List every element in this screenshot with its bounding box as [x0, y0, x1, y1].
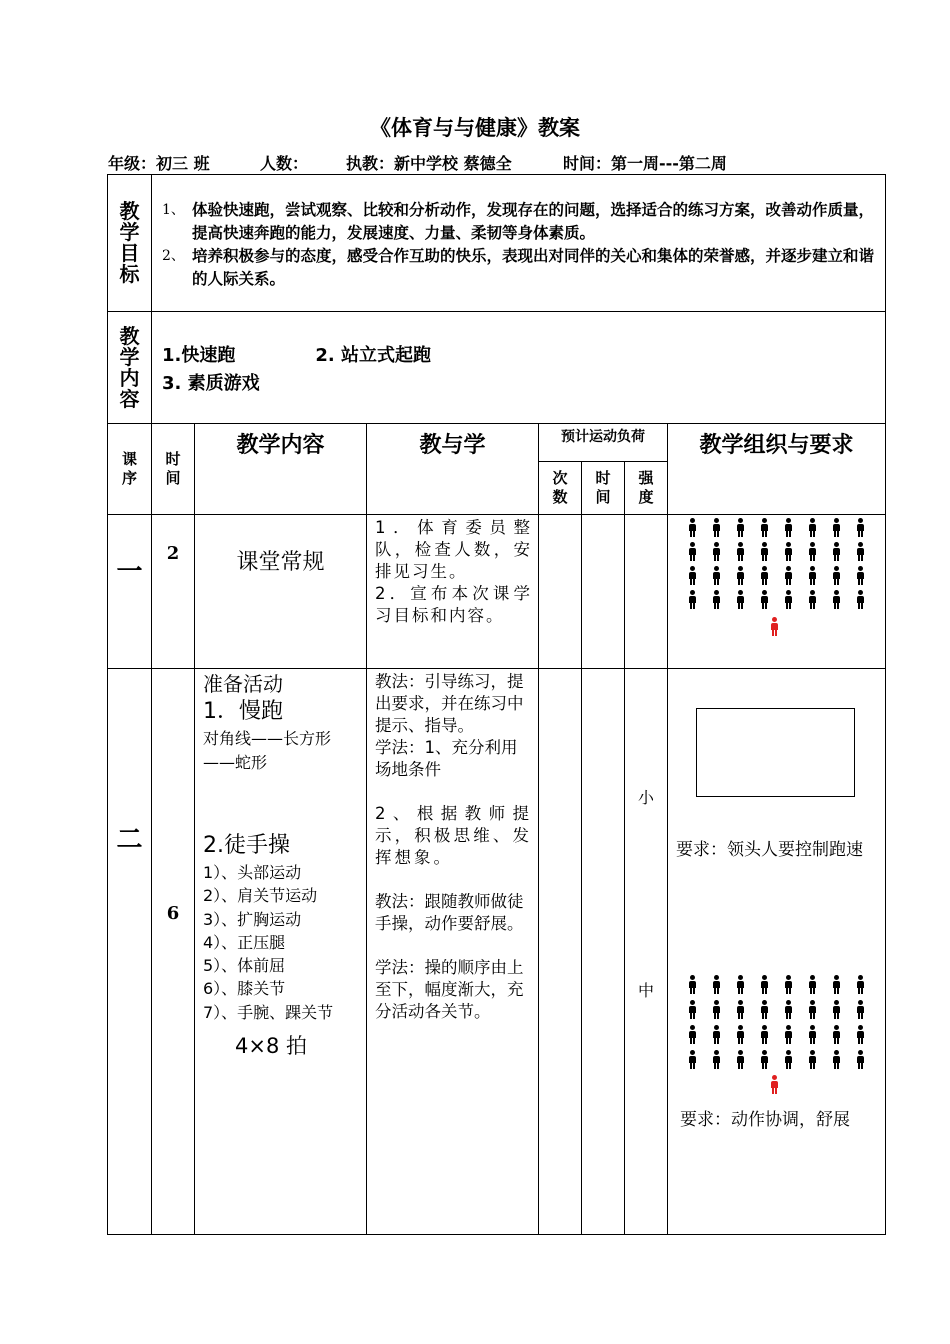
- requirement-2: 要求：动作协调，舒展: [680, 1110, 850, 1130]
- header-count: 次数: [539, 462, 582, 515]
- content-item-2: 2. 站立式起跑: [315, 345, 432, 366]
- student-icon: [759, 975, 770, 994]
- row1-teach: [367, 515, 539, 669]
- student-icon: [759, 1000, 770, 1019]
- student-icon: [759, 518, 770, 537]
- student-icon: [711, 542, 722, 561]
- exercise-title: 2.徒手操: [203, 833, 290, 858]
- learn-a: 学法：1、充分利用场地条件: [375, 738, 518, 779]
- student-icon: [735, 1050, 746, 1069]
- student-icon: [759, 1050, 770, 1069]
- student-icon: [735, 542, 746, 561]
- student-icon: [687, 518, 698, 537]
- step-item: 5）、体前屈: [203, 956, 286, 976]
- student-icon: [711, 1025, 722, 1044]
- row1-time: 2: [152, 515, 195, 669]
- row1-teach-1: 1．体育委员整队，检查人数，安排见习生。: [375, 518, 532, 581]
- objective-item: 2、 培养积极参与的态度，感受合作互助的快乐，表现出对同伴的关心和集体的荣誉感，并逐步建立和谐的人际关系。: [162, 247, 875, 288]
- teach-b: 教法：跟随教师做徒手操，动作要舒展。: [375, 892, 524, 933]
- row1-content: 课堂常规: [195, 515, 367, 669]
- intensity-mid: 中: [637, 981, 654, 1000]
- student-icon: [711, 566, 722, 585]
- learn-c: 学法：操的顺序由上至下，幅度渐大，充分活动各关节。: [375, 958, 524, 1021]
- objectives-label: 教学目标: [108, 175, 152, 312]
- row2-seq: 二: [108, 669, 152, 1235]
- row1-intensity: [625, 515, 668, 669]
- student-icon: [759, 1025, 770, 1044]
- requirement-1: 要求：领头人要控制跑速: [676, 840, 863, 860]
- student-icon: [783, 542, 794, 561]
- header-load-time: 时间: [582, 462, 625, 515]
- row1-org: [668, 515, 886, 669]
- count-info: 人数：: [260, 154, 309, 173]
- student-icon: [831, 975, 842, 994]
- info-line: [108, 151, 727, 174]
- page-title: 《体育与与健康》教案: [370, 116, 580, 140]
- intensity-low: 小: [637, 788, 654, 807]
- student-icon: [735, 566, 746, 585]
- student-icon: [783, 518, 794, 537]
- content-item-1: 1.快速跑: [162, 345, 236, 366]
- time-info: 时间：第一周---第二周: [563, 154, 727, 173]
- student-icon: [687, 566, 698, 585]
- row2-org: [668, 669, 886, 1235]
- student-icon: [759, 542, 770, 561]
- student-icon: [807, 1025, 818, 1044]
- row2-teach: [367, 669, 539, 1235]
- header-content: 教学内容: [195, 424, 367, 515]
- jog-path: 对角线——长方形——蛇形: [203, 729, 332, 772]
- header-intensity: 强度: [625, 462, 668, 515]
- step-item: 6）、膝关节: [203, 979, 286, 999]
- student-icon: [711, 518, 722, 537]
- teacher-icon: [769, 1075, 780, 1094]
- student-icon: [831, 590, 842, 609]
- formation-diagram: [668, 515, 885, 668]
- student-icon: [735, 1000, 746, 1019]
- student-icon: [855, 975, 866, 994]
- lesson-table: [107, 174, 886, 1235]
- student-icon: [855, 566, 866, 585]
- header-seq: 课序: [108, 424, 152, 515]
- student-icon: [687, 590, 698, 609]
- student-icon: [807, 518, 818, 537]
- step-item: 3）、扩胸运动: [203, 909, 302, 929]
- student-icon: [807, 1000, 818, 1019]
- student-icon: [855, 1000, 866, 1019]
- beats: 4×8 拍: [235, 1034, 307, 1059]
- student-icon: [783, 975, 794, 994]
- header-load: 预计运动负荷: [539, 424, 668, 462]
- student-icon: [735, 518, 746, 537]
- student-icon: [735, 1025, 746, 1044]
- row2-intensity: [625, 669, 668, 1235]
- objective-item: 1、 体验快速跑，尝试观察、比较和分析动作，发现存在的问题，选择适合的练习方案，改善动作质量，提高快速奔跑的能力，发展速度、力量、柔韧等身体素质。: [162, 201, 875, 242]
- student-icon: [687, 975, 698, 994]
- student-icon: [783, 1025, 794, 1044]
- row2-time: 6: [152, 669, 195, 1235]
- warmup-title: 准备活动: [203, 672, 283, 696]
- student-icon: [855, 590, 866, 609]
- student-icon: [831, 566, 842, 585]
- row2-load-time: [582, 669, 625, 1235]
- student-icon: [807, 566, 818, 585]
- student-icon: [687, 1000, 698, 1019]
- student-icon: [807, 590, 818, 609]
- student-icon: [855, 518, 866, 537]
- row1-teach-2: 2．宣布本次课学习目标和内容。: [375, 584, 532, 625]
- student-icon: [783, 1000, 794, 1019]
- header-time: 时间: [152, 424, 195, 515]
- row1-count: [539, 515, 582, 669]
- step-item: 2）、肩关节运动: [203, 886, 318, 906]
- row2-count: [539, 669, 582, 1235]
- student-icon: [687, 1050, 698, 1069]
- teach-a: 教法：引导练习，提出要求，并在练习中提示、指导。: [375, 672, 524, 735]
- student-icon: [711, 1050, 722, 1069]
- student-icon: [807, 1050, 818, 1069]
- student-icon: [687, 1025, 698, 1044]
- step-item: 4）、正压腿: [203, 932, 286, 952]
- learn-b: 2、根据教师提示，积极思维、发挥想象。: [375, 804, 532, 867]
- content-label: 教学内容: [108, 312, 152, 424]
- objectives-cell: [152, 175, 886, 312]
- student-icon: [831, 1025, 842, 1044]
- header-org: 教学组织与要求: [668, 424, 886, 515]
- student-icon: [807, 542, 818, 561]
- row2-content: [195, 669, 367, 1235]
- student-icon: [687, 542, 698, 561]
- student-icon: [783, 566, 794, 585]
- jog-title: 1．慢跑: [203, 699, 283, 724]
- student-icon: [807, 975, 818, 994]
- student-icon: [711, 1000, 722, 1019]
- student-icon: [783, 1050, 794, 1069]
- student-icon: [855, 542, 866, 561]
- row1-load-time: [582, 515, 625, 669]
- student-icon: [783, 590, 794, 609]
- formation-diagram: [668, 969, 885, 1109]
- step-item: 7）、手腕、踝关节: [203, 1002, 334, 1022]
- student-icon: [735, 975, 746, 994]
- teacher-icon: [769, 617, 780, 636]
- student-icon: [711, 590, 722, 609]
- student-icon: [831, 542, 842, 561]
- step-item: 1）、头部运动: [203, 863, 302, 882]
- student-icon: [831, 518, 842, 537]
- student-icon: [759, 590, 770, 609]
- teacher-info: 执教：新中学校 蔡德全: [346, 154, 512, 173]
- header-teach: 教与学: [367, 424, 539, 515]
- student-icon: [711, 975, 722, 994]
- student-icon: [759, 566, 770, 585]
- exercise-steps: [203, 861, 362, 1024]
- student-icon: [855, 1025, 866, 1044]
- field-rectangle: [696, 708, 855, 797]
- grade-info: 年级：初三 班: [108, 154, 210, 173]
- content-item-3: 3. 素质游戏: [162, 373, 260, 394]
- content-cell: [152, 312, 886, 424]
- student-icon: [855, 1050, 866, 1069]
- row1-seq: 一: [108, 515, 152, 669]
- student-icon: [831, 1000, 842, 1019]
- student-icon: [735, 590, 746, 609]
- student-icon: [831, 1050, 842, 1069]
